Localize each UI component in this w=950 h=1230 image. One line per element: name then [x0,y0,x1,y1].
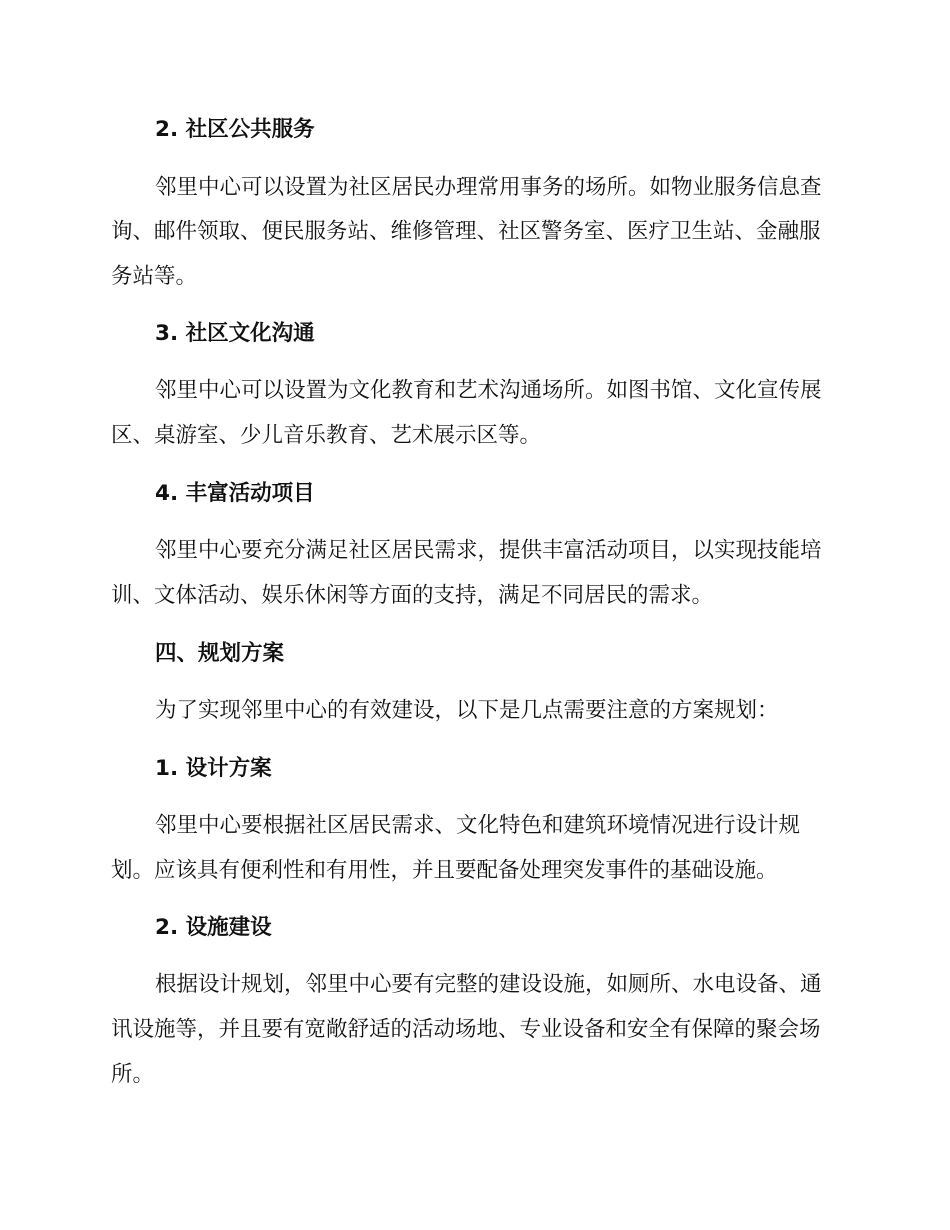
paragraph-line: 邻里中心可以设置为社区居民办理常用事务的场所。如物业服务信息查 [155,175,822,200]
paragraph-line: 划。应该具有便利性和有用性，并且要配备处理突发事件的基础设施。 [111,858,778,883]
paragraph-line: 区、桌游室、少儿音乐教育、艺术展示区等。 [111,423,542,448]
section-heading-plan: 四、规划方案 [155,641,285,666]
paragraph-line: 根据设计规划，邻里中心要有完整的建设设施，如厕所、水电设备、通 [155,972,822,997]
paragraph-line: 邻里中心可以设置为文化教育和艺术沟通场所。如图书馆、文化宣传展 [155,378,822,403]
section-heading-facilities: 2. 设施建设 [155,915,272,940]
section-heading-activities: 4. 丰富活动项目 [155,481,315,506]
paragraph-line: 邻里中心要根据社区居民需求、文化特色和建筑环境情况进行设计规 [155,813,801,838]
paragraph-line: 邻里中心要充分满足社区居民需求，提供丰富活动项目，以实现技能培 [155,538,822,563]
paragraph-line: 所。 [111,1062,155,1087]
section-heading-culture: 3. 社区文化沟通 [155,321,315,346]
section-heading-design: 1. 设计方案 [155,756,272,781]
paragraph-line: 讯设施等，并且要有宽敞舒适的活动场地、专业设备和安全有保障的聚会场 [111,1017,821,1042]
paragraph-line: 为了实现邻里中心的有效建设，以下是几点需要注意的方案规划： [155,698,779,723]
section-heading-community-service: 2. 社区公共服务 [155,117,315,142]
paragraph-line: 询、邮件领取、便民服务站、维修管理、社区警务室、医疗卫生站、金融服 [111,219,821,244]
paragraph-line: 务站等。 [111,264,198,289]
paragraph-line: 训、文体活动、娱乐休闲等方面的支持，满足不同居民的需求。 [111,583,714,608]
